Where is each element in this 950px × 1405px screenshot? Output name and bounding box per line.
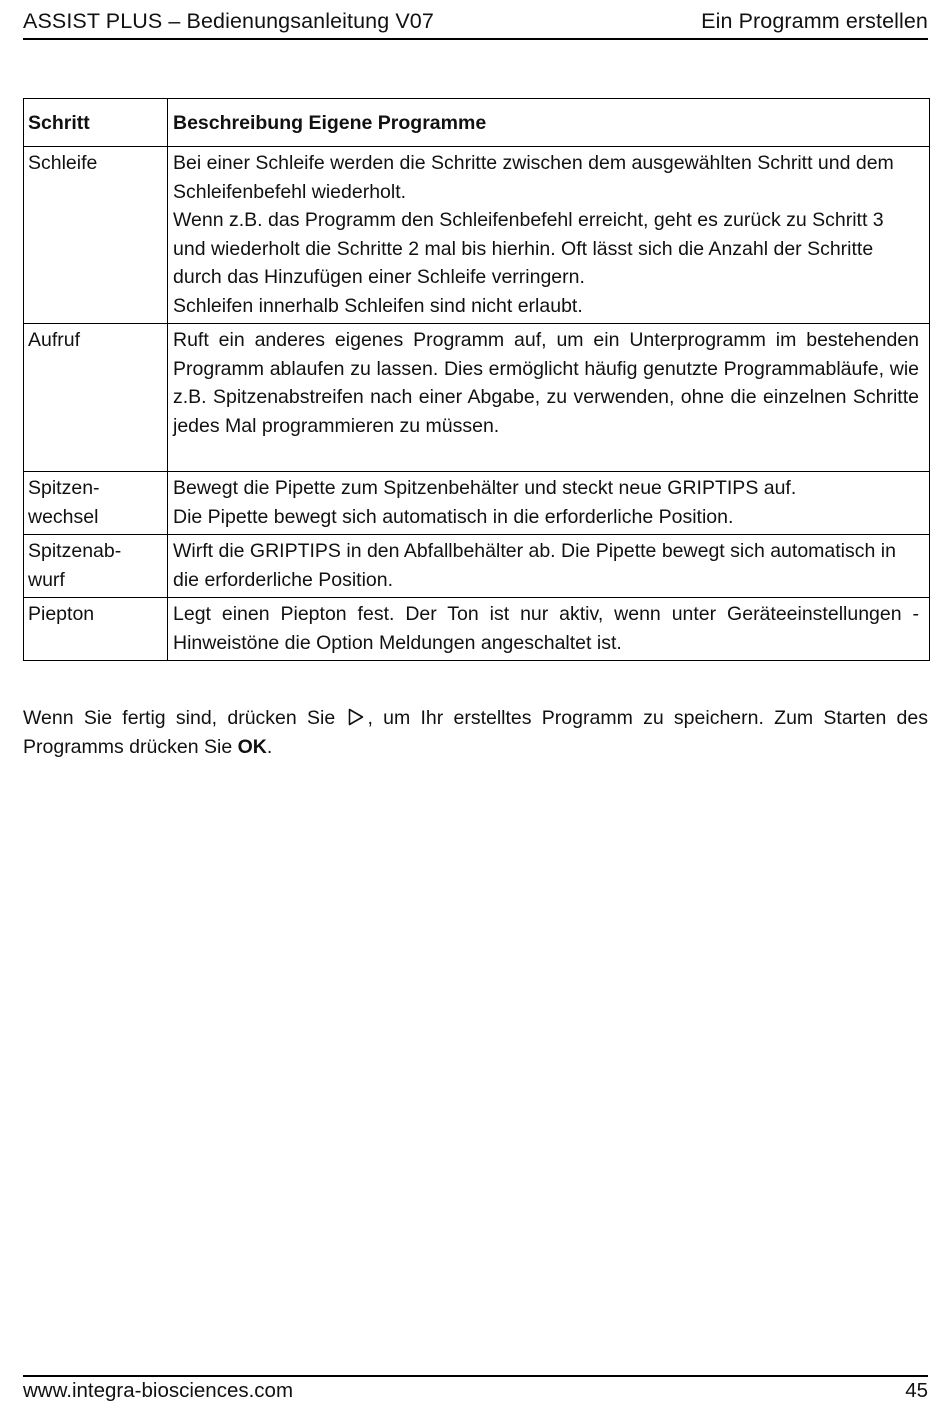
- step-cell: [24, 472, 168, 535]
- step-name: wurf: [28, 568, 65, 591]
- description-text: Bewegt die Pipette zum Spitzenbehälter und steckt neue GRIPTIPS auf.: [173, 477, 797, 499]
- step-cell: [24, 535, 168, 598]
- page-header: [23, 4, 928, 40]
- description-text: Wirft die GRIPTIPS in den Abfallbehälter ab. Die Pipette bewegt sich automatisch in die erforderliche Position.: [173, 540, 896, 591]
- instruction-paragraph: [23, 704, 928, 761]
- step-name: Piepton: [28, 603, 95, 625]
- table-header-row: [24, 99, 930, 147]
- table-row: [24, 324, 930, 472]
- step-cell: [24, 324, 168, 472]
- description-text: Schleifen innerhalb Schleifen sind nicht erlaubt.: [173, 294, 583, 317]
- steps-table: [23, 98, 930, 661]
- ok-key-label: OK: [237, 735, 267, 758]
- website-url: www.integra-biosciences.com: [23, 1379, 294, 1402]
- description-cell: [168, 535, 930, 598]
- paragraph-text: Wenn Sie fertig sind, drücken Sie: [23, 707, 336, 729]
- description-text: Legt einen Piepton fest. Der Ton ist nur aktiv, wenn unter Geräteeinstellungen - Hinweistöne die Option Meldungen angeschaltet ist.: [173, 603, 919, 654]
- page-footer: [23, 1375, 928, 1405]
- table-row: [24, 147, 930, 324]
- description-text: Wenn z.B. das Programm den Schleifenbefehl erreicht, geht es zurück zu Schritt 3 und wiederholt die Schritte 2 mal bis hierhin. Oft lässt sich die Anzahl der Schritte durch das Hinzufügen einer Schleife verringern.: [173, 209, 884, 288]
- paragraph-text: .: [266, 735, 273, 758]
- description-cell: [168, 472, 930, 535]
- description-cell: [168, 147, 930, 324]
- description-text: Bei einer Schleife werden die Schritte zwischen dem ausgewählten Schritt und dem Schleifenbefehl wiederholt.: [173, 152, 894, 203]
- section-title: Ein Programm erstellen: [701, 8, 928, 33]
- step-name: Aufruf: [28, 329, 81, 351]
- description-text: Die Pipette bewegt sich automatisch in die erforderliche Position.: [173, 505, 734, 528]
- document-title: ASSIST PLUS – Bedienungsanleitung V07: [23, 8, 434, 33]
- step-name: Schleife: [28, 152, 98, 174]
- column-header-step: Schritt: [24, 99, 168, 147]
- step-name: Spitzen-: [28, 477, 100, 499]
- description-cell: [168, 598, 930, 661]
- column-header-description: Beschreibung Eigene Programme: [168, 99, 930, 147]
- table-row: [24, 535, 930, 598]
- table-row: [24, 472, 930, 535]
- description-cell: [168, 324, 930, 472]
- step-cell: [24, 598, 168, 661]
- page-number: 45: [905, 1379, 928, 1402]
- table-row: [24, 598, 930, 661]
- step-cell: [24, 147, 168, 324]
- play-triangle-icon: [345, 704, 367, 733]
- paragraph-text: , um Ihr erstelltes Programm zu speichern. Zum Starten des Programms drücken Sie: [23, 707, 928, 758]
- step-name: wechsel: [28, 505, 99, 528]
- description-text: Ruft ein anderes eigenes Programm auf, um ein Unterprogramm im bestehenden Programm ablaufen zu lassen. Dies ermöglicht häufig genutzte Programmabläufe, wie z.B. Spitzenabstreifen nach einer Abgabe, zu verwenden, ohne die einzelnen Schritte jedes Mal programmieren zu müssen.: [173, 329, 919, 437]
- step-name: Spitzenab-: [28, 540, 122, 562]
